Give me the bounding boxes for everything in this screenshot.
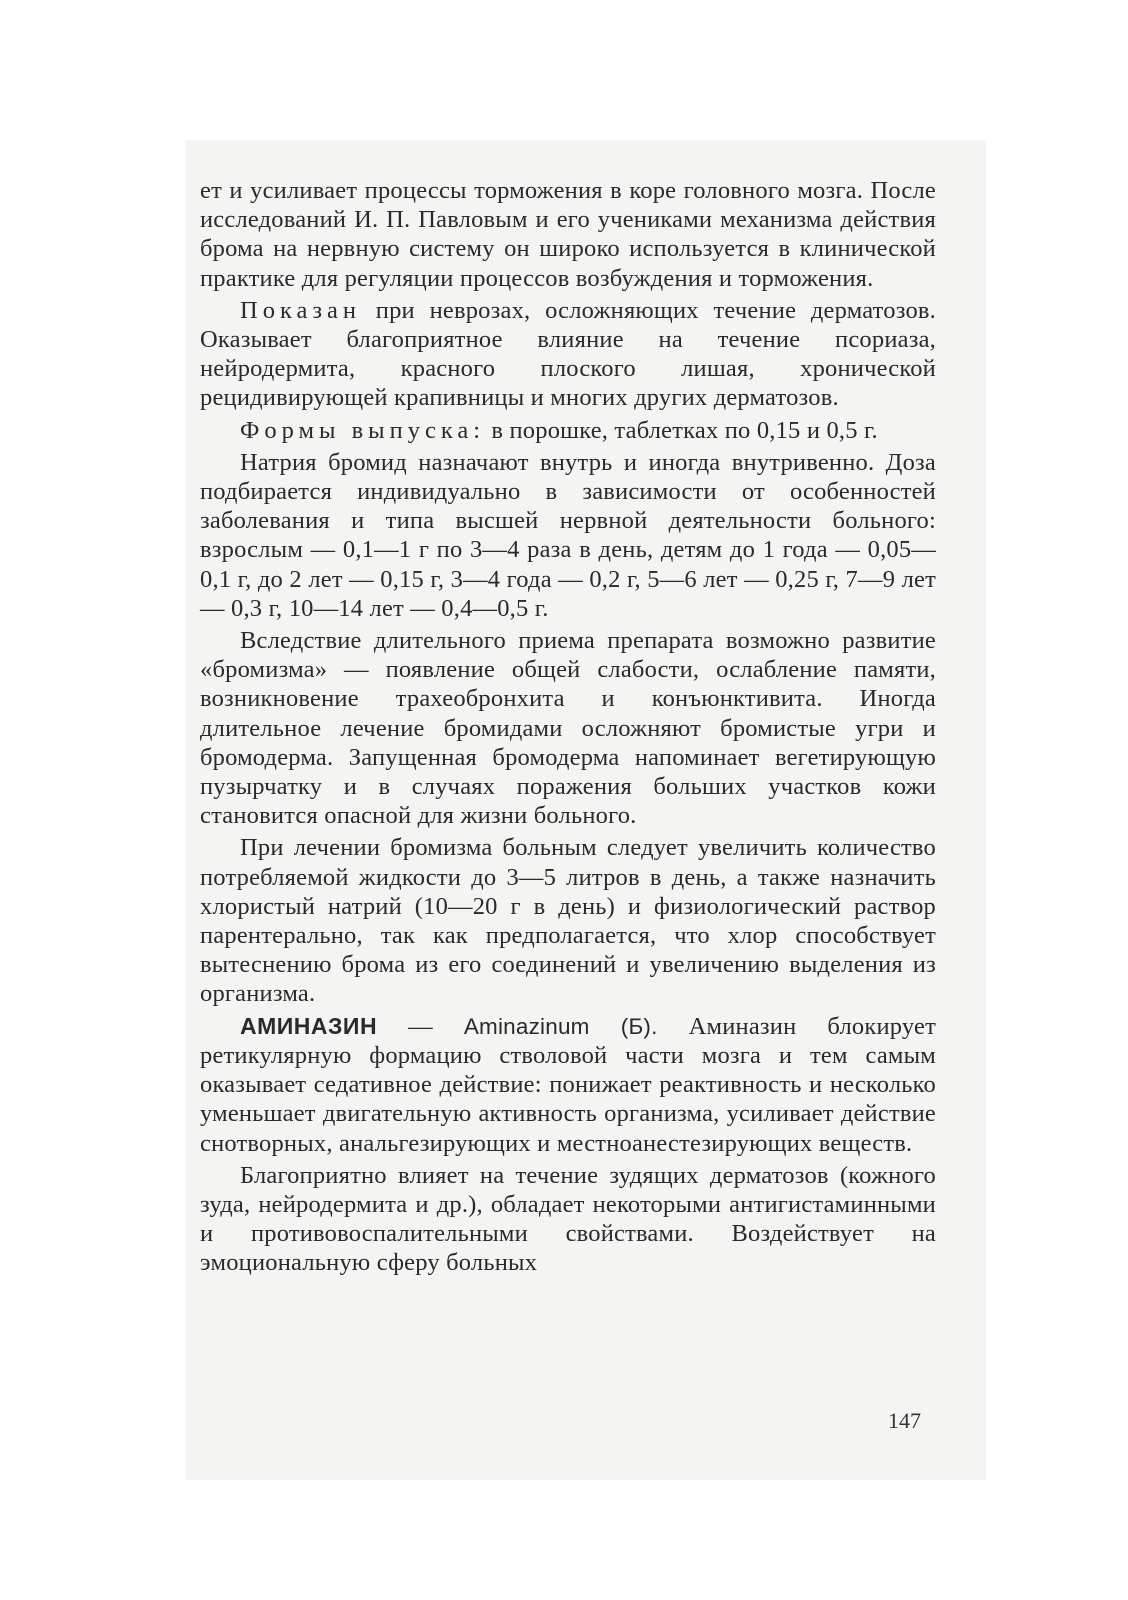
paragraph-aminazine bbox=[200, 1012, 936, 1158]
release-forms-text: в порошке, таблетках по 0,15 и 0,5 г. bbox=[485, 416, 878, 444]
drug-name-heading: АМИНАЗИН bbox=[240, 1012, 378, 1039]
indications-text: при неврозах, осложняющих течение дерматозов. Оказывает благоприятное влияние на течение псориаза, нейродермита, красного плоского лишая, хронической рецидивирующей крапивницы и многих других дерматозов. bbox=[200, 296, 936, 412]
paragraph-aminazine-effects: Благоприятно влияет на течение зудящих дерматозов (кожного зуда, нейродермита и др.), обладает некоторыми антигистаминными и противовоспалительными свойствами. Воздействует на эмоциональную сферу больных bbox=[200, 1161, 936, 1277]
paragraph-continuation: ет и усиливает процессы торможения в коре головного мозга. После исследований И. П. Павловым и его учениками механизма действия брома на нервную систему он широко используется в клинической практике для регуляции процессов возбуждения и торможения. bbox=[200, 177, 936, 292]
paragraph-treatment-bromism: При лечении бромизма больным следует увеличить количество потребляемой жидкости до 3—5 литров в день, а также назначить хлористый натрий (10—20 г в день) и физиологический раствор парентерально, так как предполагается, что хлор способствует вытеснению брома из его соединений и увеличению выделения из организма. bbox=[200, 834, 936, 1008]
paragraph-release-forms bbox=[200, 416, 936, 445]
page-number: 147 bbox=[888, 1408, 921, 1433]
drug-dash: — bbox=[377, 1012, 464, 1040]
paragraph-dosage: Натрия бромид назначают внутрь и иногда внутривенно. Доза подбирается индивидуально в зависимости от особенностей заболевания и типа высшей нервной деятельности больного: взрослым — 0,1—1 г по 3—4 раза в день, детям до 1 года — 0,05—0,1 г, до 2 лет — 0,15 г, 3—4 года — 0,2 г, 5—6 лет — 0,25 г, 7—9 лет — 0,3 г, 10—14 лет — 0,4—0,5 г. bbox=[200, 448, 936, 622]
release-forms-lead: Формы выпуска: bbox=[240, 416, 486, 444]
indications-lead: Показан bbox=[240, 296, 362, 324]
aminazine-text: Аминазин блокирует ретикулярную формацию стволовой части мозга и тем самым оказывает седативное действие: понижает реактивность и несколько уменьшает двигательную активность организма, усиливает действие снотворных, анальгезирующих и местноанестезирующих веществ. bbox=[200, 1012, 936, 1157]
paragraph-indications bbox=[200, 296, 936, 413]
page-text bbox=[200, 176, 936, 1281]
paragraph-side-effects: Вследствие длительного приема препарата возможно развитие «бромизма» — появление общей слабости, ослабление памяти, возникновение трахеобронхита и конъюнктивита. Иногда длительное лечение бромидами осложняют бромистые угри и бромодерма. Запущенная бромодерма напоминает вегетирующую пузырчатку и в случаях поражения больших участков кожи становится опасной для жизни больного. bbox=[200, 627, 936, 830]
drug-latin-name: Aminazinum (Б). bbox=[463, 1013, 658, 1039]
